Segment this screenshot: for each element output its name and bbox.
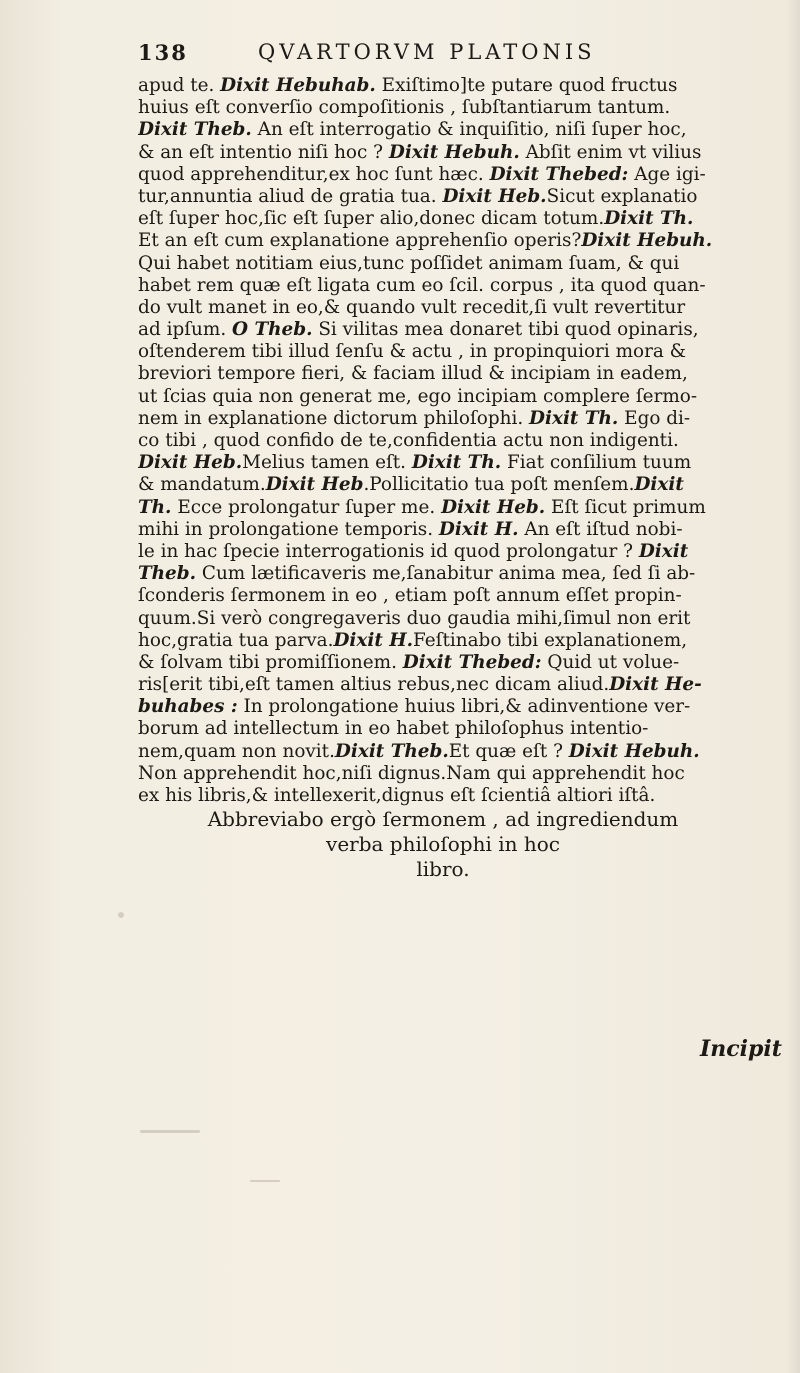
text-run: hoc,gratia tua parva. [138, 629, 334, 651]
text-run: ris[erit tibi,eſt tamen altius rebus,nec dicam aliud. [138, 674, 610, 696]
ink-smudge [118, 912, 124, 918]
speaker-label: Dixit He- [609, 674, 702, 696]
speaker-label: Dixit Theb. [138, 119, 252, 141]
page-number: 138 [138, 40, 188, 65]
text-run: co tibi , quod confido de te,confidentia actu non indigenti. [138, 430, 679, 451]
text-run: Fiat conſilium tuum [501, 452, 692, 474]
text-line [138, 297, 788, 319]
ink-smudge [250, 1180, 280, 1182]
text-line [138, 832, 788, 857]
text-run: do vult manet in eo,& quando vult recedit,ſi vult revertitur [138, 296, 686, 318]
text-line [138, 763, 788, 785]
speaker-label: Dixit Hebuh. [581, 230, 713, 252]
text-line [138, 563, 788, 585]
text-line [138, 674, 788, 696]
text-run: Sicut explanatio [546, 185, 698, 207]
text-line [138, 386, 788, 408]
text-line [138, 718, 788, 740]
text-run: Melius tamen eſt. [242, 452, 412, 474]
speaker-label: Dixit [638, 540, 689, 562]
text-line [138, 186, 788, 208]
speaker-label: Th. [138, 496, 172, 518]
text-line [138, 696, 788, 718]
text-line [138, 142, 788, 164]
text-line [138, 785, 788, 807]
text-line [138, 208, 788, 230]
text-run: nem,quam non novit. [138, 740, 335, 762]
body-text [138, 75, 788, 882]
text-run: habet rem quæ eſt ligata cum eo ſcil. corpus , ita quod quan- [138, 274, 706, 296]
text-run: Et an eſt cum explanatione apprehenſio operis? [138, 230, 582, 252]
text-run: Si vilitas mea donaret tibi quod opinaris, [312, 319, 699, 341]
text-run: In prolongatione huius libri,& adinventione ver- [237, 696, 691, 718]
speaker-label: O Theb. [232, 319, 313, 341]
speaker-label: Dixit Th. [529, 407, 619, 429]
text-line [138, 253, 788, 275]
speaker-label: Dixit Heb. [442, 185, 547, 207]
ink-smudge [140, 1130, 200, 1133]
text-run: quod apprehenditur,ex hoc ſunt hæc. [138, 163, 490, 185]
text-run: verba philoſophi in hoc [326, 832, 560, 857]
text-line [138, 452, 788, 474]
text-run: breviori tempore fieri, & faciam illud & incipiam in eadem, [138, 363, 688, 385]
text-run: mihi in prolongatione temporis. [138, 518, 439, 540]
text-line [138, 608, 788, 630]
running-title: QVARTORVM PLATONIS [258, 40, 596, 64]
text-run: Non apprehendit hoc,niſi dignus.Nam qui apprehendit hoc [138, 762, 685, 784]
text-run: Qui habet notitiam eius,tunc poſſidet animam ſuam, & qui [138, 252, 680, 274]
text-run: Abbreviabo ergò ſermonem , ad ingrediendum [207, 807, 679, 832]
text-run: & mandatum. [138, 474, 266, 496]
speaker-label: Dixit Theb. [334, 740, 449, 762]
speaker-label: Dixit Thebed: [489, 163, 629, 185]
text-line [138, 230, 788, 252]
text-line [138, 363, 788, 385]
text-run: huius eſt converſio compoſitionis , ſubſtantiarum tantum. [138, 97, 671, 119]
text-line [138, 857, 788, 882]
text-run: Exiſtimo]te putare quod fructus [375, 75, 678, 96]
text-run: & ſolvam tibi promiſſionem. [138, 651, 403, 673]
text-run: Quid ut volue- [541, 651, 680, 673]
speaker-label: Dixit Th. [604, 208, 694, 230]
text-run: nem in explanatione dictorum philoſophi. [138, 407, 530, 429]
text-line [138, 497, 788, 519]
text-run: ut ſcias quia non generat me, ego incipiam complere ſermo- [138, 385, 698, 407]
text-run: Feſtinabo tibi explanationem, [413, 629, 688, 651]
text-run: quum.Si verò congregaveris duo gaudia mihi,ſimul non erit [138, 607, 691, 629]
text-line [138, 741, 788, 763]
speaker-label: Dixit Th. [411, 452, 502, 474]
text-run: Age igi- [628, 163, 706, 185]
text-line [138, 541, 788, 563]
text-run: .Pollicitatio tua poſt menſem. [363, 474, 635, 496]
text-line [138, 807, 788, 832]
text-line [138, 341, 788, 363]
text-run: libro. [416, 857, 470, 882]
text-run: Cum lætificaveris me,ſanabitur anima mea, ſed ſi ab- [196, 563, 696, 585]
text-run: borum ad intellectum in eo habet philoſophus intentio- [138, 718, 649, 740]
text-line [138, 474, 788, 496]
text-line [138, 652, 788, 674]
text-run: ad ipſum. [138, 319, 233, 341]
speaker-label: Dixit Thebed: [402, 651, 542, 673]
text-run: & an eſt intentio niſi hoc ? [138, 141, 389, 163]
catchword: Incipit [700, 1036, 782, 1062]
speaker-label: Dixit H. [333, 629, 414, 651]
speaker-label: Dixit Hebuhab. [220, 75, 376, 96]
speaker-label: Dixit Hebuh. [388, 141, 520, 163]
text-run: apud te. [138, 75, 221, 96]
speaker-label: Dixit Heb [265, 474, 364, 496]
text-run: ſconderis ſermonem in eo , etiam poſt annum eſſet propin- [138, 585, 682, 607]
text-line [138, 275, 788, 297]
speaker-label: Dixit Heb. [441, 496, 546, 518]
text-line [138, 75, 788, 97]
text-line [138, 430, 788, 452]
text-run: oſtenderem tibi illud ſenſu & actu , in propinquiori mora & [138, 341, 687, 363]
text-run: Et quæ eſt ? [448, 740, 569, 762]
text-line [138, 519, 788, 541]
speaker-label: Dixit [634, 474, 684, 496]
text-run: Ecce prolongatur ſuper me. [171, 496, 442, 518]
speaker-label: buhabes : [138, 696, 238, 718]
text-run: Ego di- [618, 407, 691, 429]
page-edge-shadow [786, 0, 800, 1373]
text-line [138, 164, 788, 186]
text-run: tur,annuntia aliud de gratia tua. [138, 185, 443, 207]
text-line [138, 97, 788, 119]
text-line [138, 119, 788, 141]
text-line [138, 408, 788, 430]
text-run: ex his libris,& intellexerit,dignus eſt ſcientiâ altiori iſtâ. [138, 785, 656, 806]
text-run: An eſt iſtud nobi- [518, 518, 683, 540]
text-run: Eſt ſicut primum [545, 496, 706, 518]
text-run: Abſit enim vt vilius [519, 141, 702, 163]
speaker-label: Theb. [138, 563, 197, 585]
text-line [138, 319, 788, 341]
text-line [138, 630, 788, 652]
page-header [138, 40, 698, 74]
text-line [138, 585, 788, 607]
speaker-label: Dixit Heb. [138, 452, 243, 474]
text-run: eſt ſuper hoc,ſic eſt ſuper alio,donec dicam totum. [138, 208, 605, 230]
text-run: An eſt interrogatio & inquiſitio, niſi ſuper hoc, [251, 119, 687, 141]
speaker-label: Dixit H. [438, 518, 519, 540]
text-run: le in hac ſpecie interrogationis id quod prolongatur ? [138, 540, 639, 562]
speaker-label: Dixit Hebuh. [568, 740, 700, 762]
